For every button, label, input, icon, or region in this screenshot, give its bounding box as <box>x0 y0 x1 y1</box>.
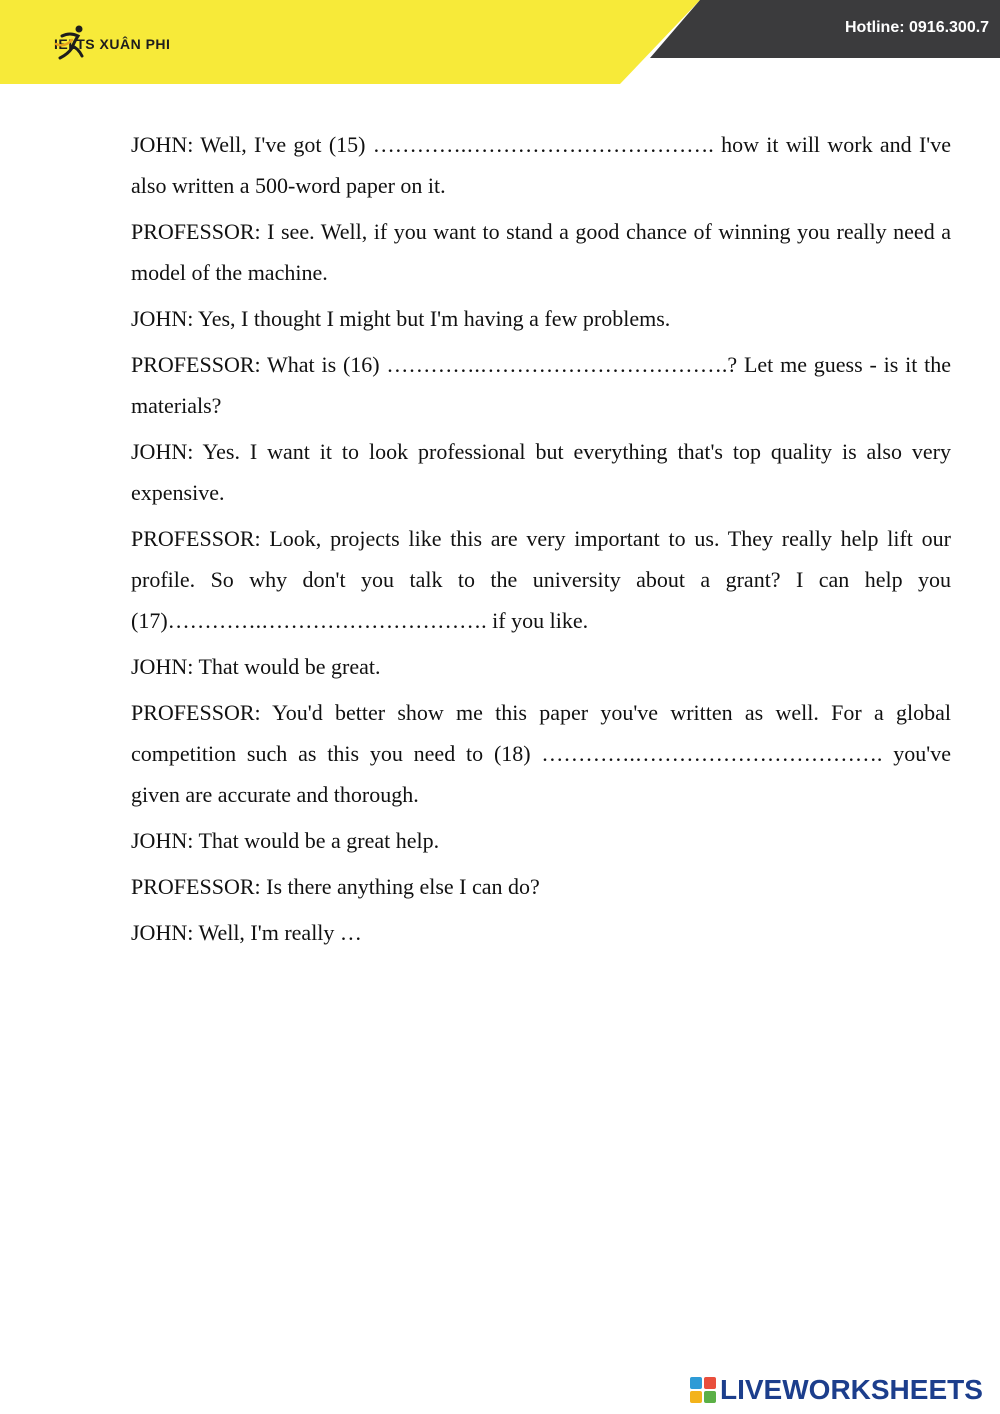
footer-logo-text: LIVEWORKSHEETS <box>720 1374 983 1405</box>
transcript-line: JOHN: That would be great. <box>131 654 381 679</box>
liveworksheets-logo[interactable] <box>690 1372 983 1408</box>
transcript-line: PROFESSOR: Is there anything else I can do? <box>131 874 540 899</box>
transcript-line: JOHN: That would be a great help. <box>131 828 440 853</box>
page-header <box>0 0 1000 84</box>
transcript-line: JOHN: Yes. I want it to look professional but everything that's top quality is also very expensive. <box>131 439 951 505</box>
transcript <box>131 124 951 958</box>
runner-logo-icon <box>52 22 92 62</box>
transcript-line: JOHN: Well, I'm really … <box>131 920 362 945</box>
brand-logo <box>52 22 170 62</box>
transcript-line: JOHN: Well, I've got (15) ………….……………………………. how it will work and I've also written a 500-word paper on it. <box>131 132 951 198</box>
transcript-line: PROFESSOR: You'd better show me this paper you've written as well. For a global competition such as this you need to (18) ………….……………………………. you've given are accurate and thorough. <box>131 700 951 807</box>
transcript-line: PROFESSOR: What is (16) ………….…………………………….? Let me guess - is it the materials? <box>131 352 951 418</box>
transcript-line: PROFESSOR: I see. Well, if you want to stand a good chance of winning you really need a model of the machine. <box>131 219 951 285</box>
transcript-line: JOHN: Yes, I thought I might but I'm having a few problems. <box>131 306 671 331</box>
liveworksheets-logo-icon <box>690 1377 716 1403</box>
brand-name: IELTS XUÂN PHI <box>54 36 171 52</box>
hotline-text: Hotline: 0916.300.7 <box>845 19 990 36</box>
transcript-line: PROFESSOR: Look, projects like this are very important to us. They really help lift our profile. So why don't you talk to the university about a grant? I can help you (17)………….…………………………. if you like. <box>131 526 951 633</box>
